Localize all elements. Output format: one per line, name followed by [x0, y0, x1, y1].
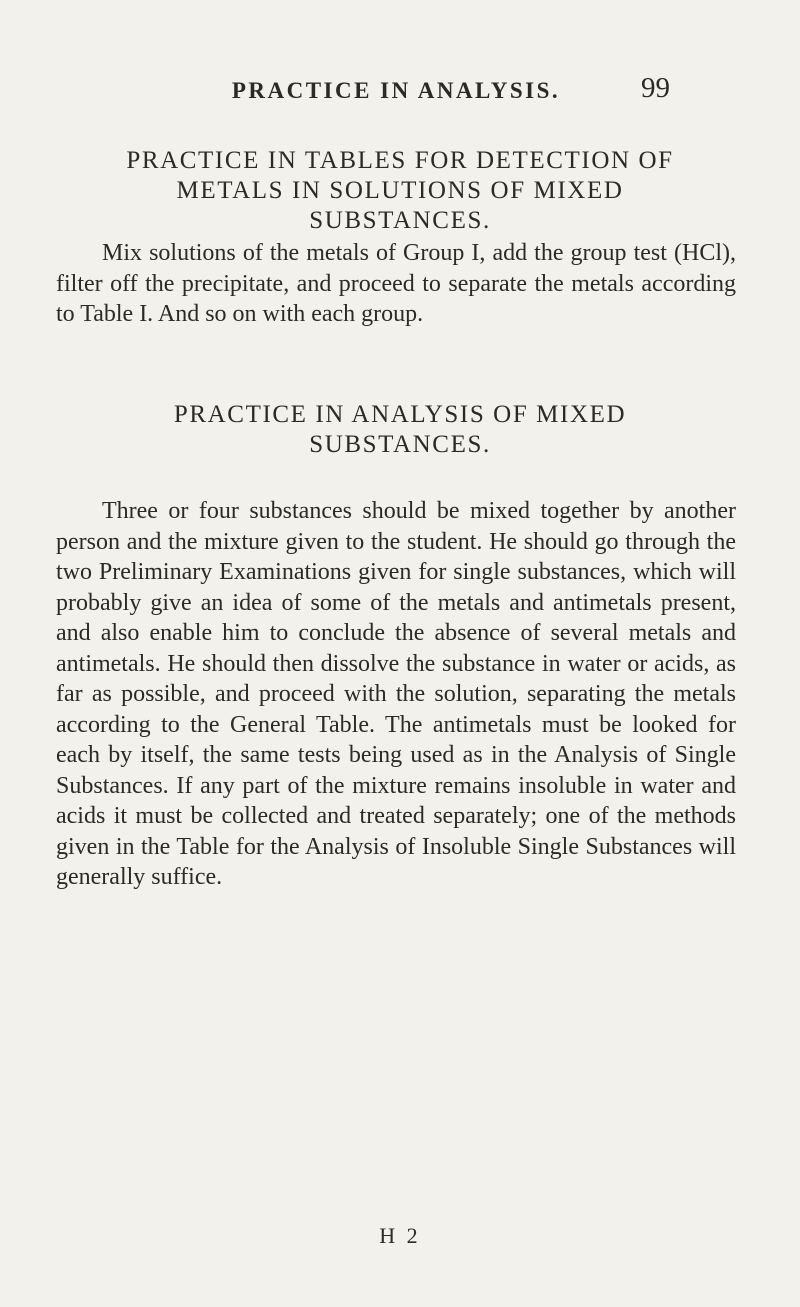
section-body-mixed-substances: Three or four substances should be mixed together by another person and the mixture given to the student. He should go through the two Preliminary Examinations given for single substances, which will probably give an idea of some of the metals and antimetals present, and also enable him to conclude the absence of several metals and antimetals. He should then dissolve the substance in water or acids, as far as possible, and proceed with the solution, separating the metals according to the General Table. The antimetals must be looked for each by itself, the same tests being used as in the Analysis of Single Substances. If any part of the mixture remains insoluble in water and acids it must be collected and treated separately; one of the methods given in the Table for the Analysis of Insoluble Single Substances will generally suffice.: [56, 498, 736, 890]
section-body-tables: Mix solutions of the metals of Group I, add the group test (HCl), filter off the precipitate, and proceed to separate the metals according to Table I. And so on with each group.: [56, 240, 736, 327]
signature-mark: H 2: [379, 1223, 421, 1248]
section-heading-mixed-substances: PRACTICE IN ANALYSIS OF MIXED SUBSTANCES.: [173, 401, 627, 458]
section-heading-tables: PRACTICE IN TABLES FOR DETECTION OF METALS IN SOLUTIONS OF MIXED SUBSTANCES.: [126, 147, 674, 234]
running-head: [0, 72, 800, 118]
page-number: 99: [641, 72, 670, 104]
running-head-title: PRACTICE IN ANALYSIS.: [231, 78, 561, 103]
